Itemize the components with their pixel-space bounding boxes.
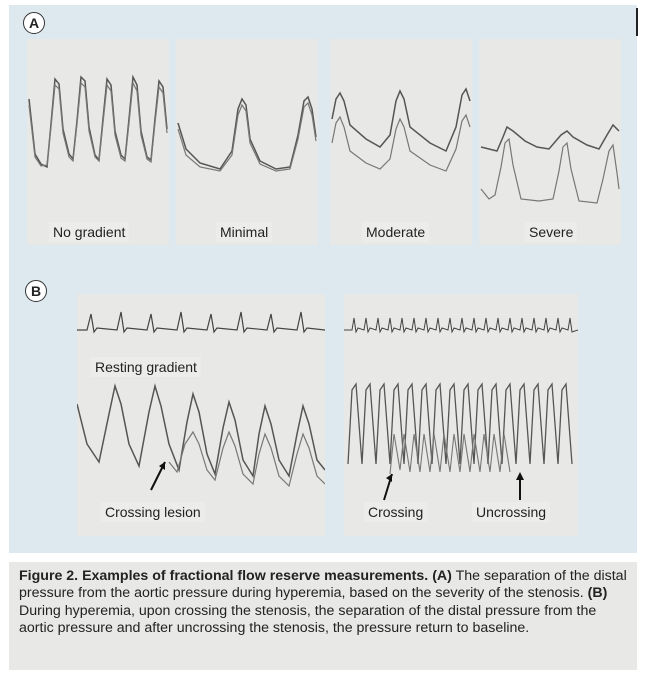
edge-line — [636, 8, 638, 36]
caption-text — [19, 568, 631, 638]
trace-crossing-lesion-waveform — [77, 294, 325, 536]
label-uncrossing: Uncrossing — [472, 502, 550, 522]
trace-minimal-waveform — [176, 39, 318, 245]
caption-a-marker: (A) — [432, 568, 452, 584]
panel-a-letter: A — [23, 12, 45, 34]
label-no-gradient: No gradient — [49, 222, 129, 242]
panel-b-letter: B — [25, 280, 47, 302]
trace-severe-waveform — [479, 39, 621, 245]
figure-panel — [9, 5, 637, 553]
label-moderate: Moderate — [362, 222, 429, 242]
label-severe: Severe — [525, 222, 577, 242]
trace-moderate — [330, 39, 472, 245]
caption-b-text: During hyperemia, upon crossing the stenosis, the separation of the distal pressure from the aortic pressure and after uncrossing the stenosis, the pressure return to baseline. — [19, 602, 597, 637]
label-crossing: Crossing — [364, 502, 427, 522]
caption-a-text: The separation of the distal pressure from the aortic pressure during hyperemia, based on the severity of the stenosis. — [19, 568, 627, 602]
trace-no-gradient-waveform — [27, 39, 169, 245]
figure-caption — [9, 562, 637, 670]
label-resting-gradient: Resting gradient — [91, 357, 201, 377]
trace-moderate-waveform — [330, 39, 472, 245]
trace-no-gradient — [27, 39, 169, 245]
trace-crossing-lesion — [77, 294, 325, 536]
trace-crossing-uncrossing — [344, 294, 578, 536]
trace-minimal — [176, 39, 318, 245]
trace-crossing-uncrossing-waveform — [344, 294, 578, 536]
label-minimal: Minimal — [216, 222, 272, 242]
trace-severe — [479, 39, 621, 245]
caption-b-marker: (B) — [587, 585, 608, 602]
caption-title: Figure 2. Examples of fractional flow reserve measurements. — [19, 568, 429, 584]
label-crossing-lesion: Crossing lesion — [101, 502, 205, 522]
